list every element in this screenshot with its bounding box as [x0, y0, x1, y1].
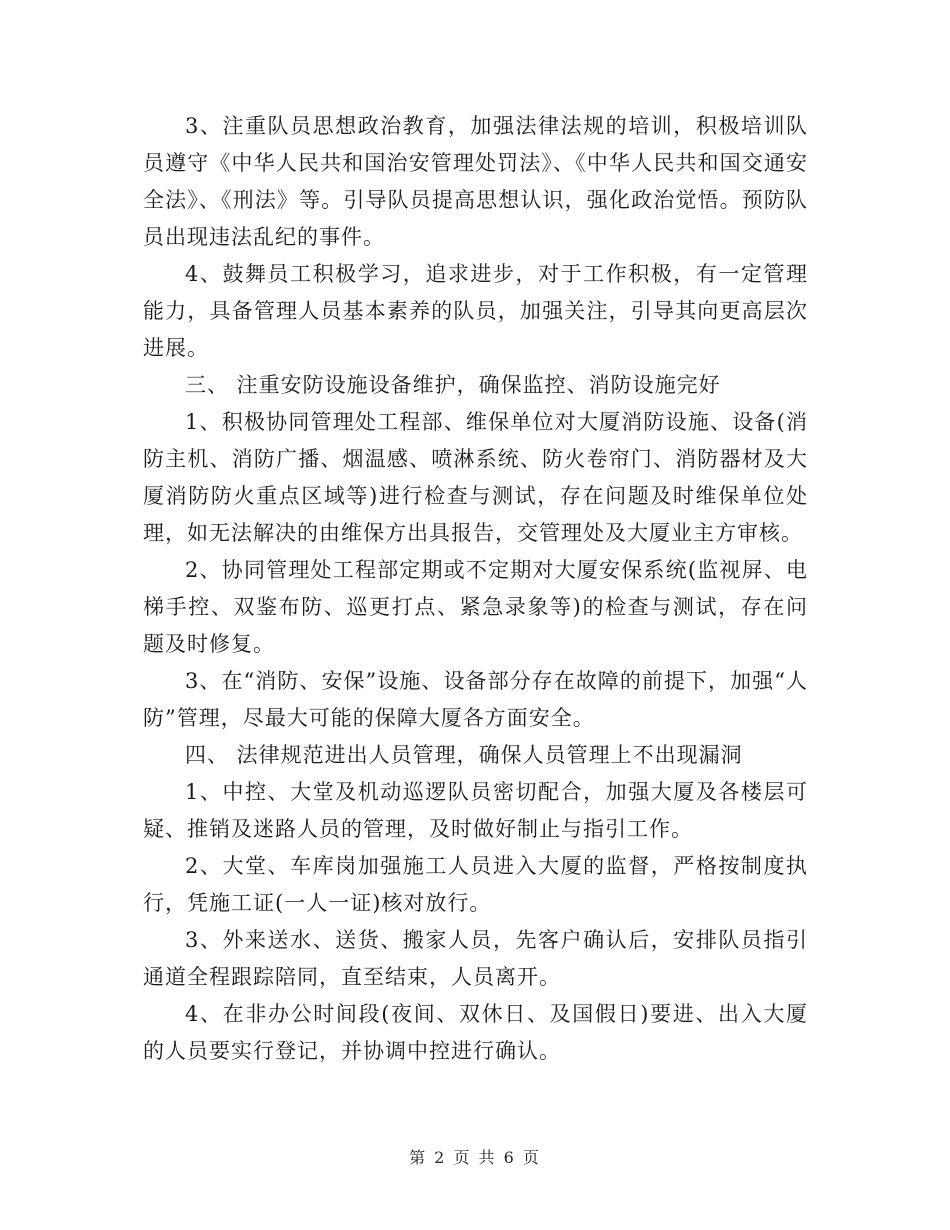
paragraph-off-hours-registration: 4、在非办公时间段(夜间、双休日、及国假日)要进、出入大厦的人员要实行登记，并协调中控进行确认。 [143, 1002, 808, 1063]
paragraph-patrol-cooperation: 1、中控、大堂及机动巡逻队员密切配合，加强大厦及各楼层可疑、推销及迷路人员的管理，及时做好制止与指引工作。 [143, 780, 808, 841]
page-footer [0, 1145, 950, 1168]
page-number-label: 第 2 页 共 6 页 [409, 1148, 541, 1167]
paragraph-human-defense: 3、在“消防、安保”设施、设备部分存在故障的前提下，加强“人防”管理，尽最大可能的保障大厦各方面安全。 [143, 669, 808, 730]
paragraph-security-system: 2、协同管理处工程部定期或不定期对大厦安保系统(监视屏、电梯手控、双鉴布防、巡更打点、紧急录象等)的检查与测试，存在问题及时修复。 [143, 558, 808, 656]
section-heading-personnel: 四、 法律规范进出人员管理，确保人员管理上不出现漏洞 [185, 743, 743, 767]
document-body [143, 108, 808, 1070]
paragraph-encourage-study: 4、鼓舞员工积极学习，追求进步，对于工作积极，有一定管理能力，具备管理人员基本素养的队员，加强关注，引导其向更高层次进展。 [143, 262, 808, 360]
paragraph-construction-staff: 2、大堂、车库岗加强施工人员进入大厦的监督，严格按制度执行，凭施工证(一人一证)核对放行。 [143, 854, 808, 915]
paragraph-fire-facilities: 1、积极协同管理处工程部、维保单位对大厦消防设施、设备(消防主机、消防广播、烟温感、喷淋系统、防火卷帘门、消防器材及大厦消防防火重点区域等)进行检查与测试，存在问题及时维保单位处理，如无法解决的由维保方出具报告，交管理处及大厦业主方审核。 [143, 410, 808, 545]
paragraph-training: 3、注重队员思想政治教育，加强法律法规的培训，积极培训队员遵守《中华人民共和国治安管理处罚法》、《中华人民共和国交通安全法》、《刑法》等。引导队员提高思想认识，强化政治觉悟。预防队员出现违法乱纪的事件。 [143, 114, 808, 249]
section-heading-facilities: 三、 注重安防设施设备维护，确保监控、消防设施完好 [185, 373, 721, 397]
paragraph-delivery-staff: 3、外来送水、送货、搬家人员，先客户确认后，安排队员指引通道全程跟踪陪同，直至结束，人员离开。 [143, 928, 808, 989]
